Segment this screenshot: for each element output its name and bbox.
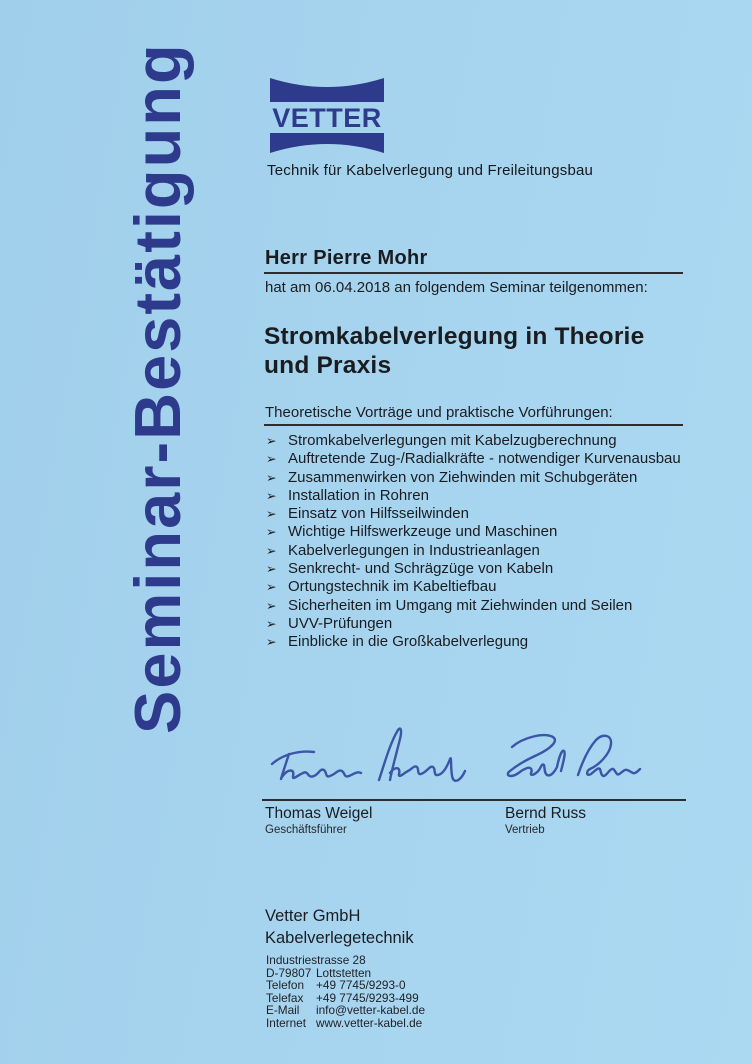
contact-value: +49 7745/9293-499 <box>316 990 419 1005</box>
list-item <box>266 469 696 487</box>
topics-heading: Theoretische Vorträge und praktische Vorführungen: <box>265 404 613 421</box>
topics-list <box>266 432 696 652</box>
contact-label: E-Mail <box>266 1003 300 1017</box>
contact-value: www.vetter-kabel.de <box>316 1015 423 1030</box>
arrow-bullet-icon: ➢ <box>266 542 277 558</box>
topic-text: Sicherheiten im Umgang mit Ziehwinden und Seilen <box>288 596 633 614</box>
company-block <box>265 906 414 949</box>
logo-wordmark: VETTER <box>272 103 382 133</box>
signature-line <box>262 799 686 801</box>
list-item <box>266 542 696 560</box>
signature-bernd-russ <box>494 727 659 797</box>
contact-block <box>266 954 425 1029</box>
seminar-title: Stromkabelverlegung in Theorie und Praxis <box>264 323 645 379</box>
list-item <box>266 523 696 541</box>
list-item <box>266 633 696 651</box>
contact-label: D-79807 <box>266 965 312 980</box>
company-division: Kabelverlegetechnik <box>265 928 414 947</box>
topic-text: Installation in Rohren <box>288 486 429 504</box>
topic-text: Stromkabelverlegungen mit Kabelzugberechnung <box>288 432 617 449</box>
list-item <box>266 578 696 596</box>
signatory-name: Thomas Weigel <box>265 805 373 822</box>
arrow-bullet-icon: ➢ <box>266 469 277 485</box>
company-tagline: Technik für Kabelverlegung und Freileitungsbau <box>267 162 594 179</box>
contact-value: info@vetter-kabel.de <box>316 1003 426 1017</box>
arrow-bullet-icon: ➢ <box>266 615 277 631</box>
vetter-logo <box>270 74 384 154</box>
arrow-bullet-icon: ➢ <box>266 634 277 650</box>
arrow-bullet-icon: ➢ <box>266 487 277 503</box>
signatory-name: Bernd Russ <box>505 805 586 822</box>
list-item <box>266 615 696 633</box>
recipient-name: Herr Pierre Mohr <box>265 247 428 269</box>
list-item <box>266 505 696 523</box>
topic-text: Kabelverlegungen in Industrieanlagen <box>288 541 540 559</box>
participation-line: hat am 06.04.2018 an folgendem Seminar teilgenommen: <box>265 279 648 296</box>
topic-text: Auftretende Zug-/Radialkräfte - notwendiger Kurvenausbau <box>288 450 681 468</box>
arrow-bullet-icon: ➢ <box>266 433 277 448</box>
recipient-underline <box>264 272 683 274</box>
topic-text: UVV-Prüfungen <box>288 614 393 632</box>
topic-text: Zusammenwirken von Ziehwinden mit Schubgeräten <box>288 468 638 486</box>
side-banner-title: Seminar-Bestätigung <box>121 42 194 734</box>
contact-label: Internet <box>266 1015 307 1030</box>
contact-label: Telefax <box>266 990 304 1005</box>
signatory-role: Geschäftsführer <box>265 824 347 836</box>
arrow-bullet-icon: ➢ <box>266 451 277 467</box>
topics-heading-underline <box>264 424 683 426</box>
list-item <box>266 432 696 450</box>
arrow-bullet-icon: ➢ <box>266 506 277 522</box>
arrow-bullet-icon: ➢ <box>266 597 277 613</box>
list-item <box>266 597 696 615</box>
contact-row <box>266 1017 425 1030</box>
list-item <box>266 487 696 505</box>
topic-text: Einsatz von Hilfsseilwinden <box>288 505 469 523</box>
arrow-bullet-icon: ➢ <box>266 524 277 540</box>
arrow-bullet-icon: ➢ <box>266 561 277 577</box>
arrow-bullet-icon: ➢ <box>266 579 277 595</box>
contact-label: Industriestrasse 28 <box>266 953 366 967</box>
signature-thomas-weigel <box>262 723 467 801</box>
logo-top-shape <box>270 78 384 102</box>
logo-bottom-shape <box>270 133 384 153</box>
topic-text: Wichtige Hilfswerkzeuge und Maschinen <box>288 523 558 541</box>
topic-text: Ortungstechnik im Kabeltiefbau <box>288 578 497 596</box>
contact-label: Telefon <box>266 978 305 992</box>
topic-text: Einblicke in die Großkabelverlegung <box>288 633 529 651</box>
topic-text: Senkrecht- und Schrägzüge von Kabeln <box>288 560 554 578</box>
contact-value: +49 7745/9293-0 <box>316 978 406 992</box>
list-item <box>266 560 696 578</box>
list-item <box>266 450 696 468</box>
signatory-role: Vertrieb <box>505 824 545 836</box>
contact-value: Lottstetten <box>316 965 372 980</box>
company-name: Vetter GmbH <box>265 907 361 925</box>
